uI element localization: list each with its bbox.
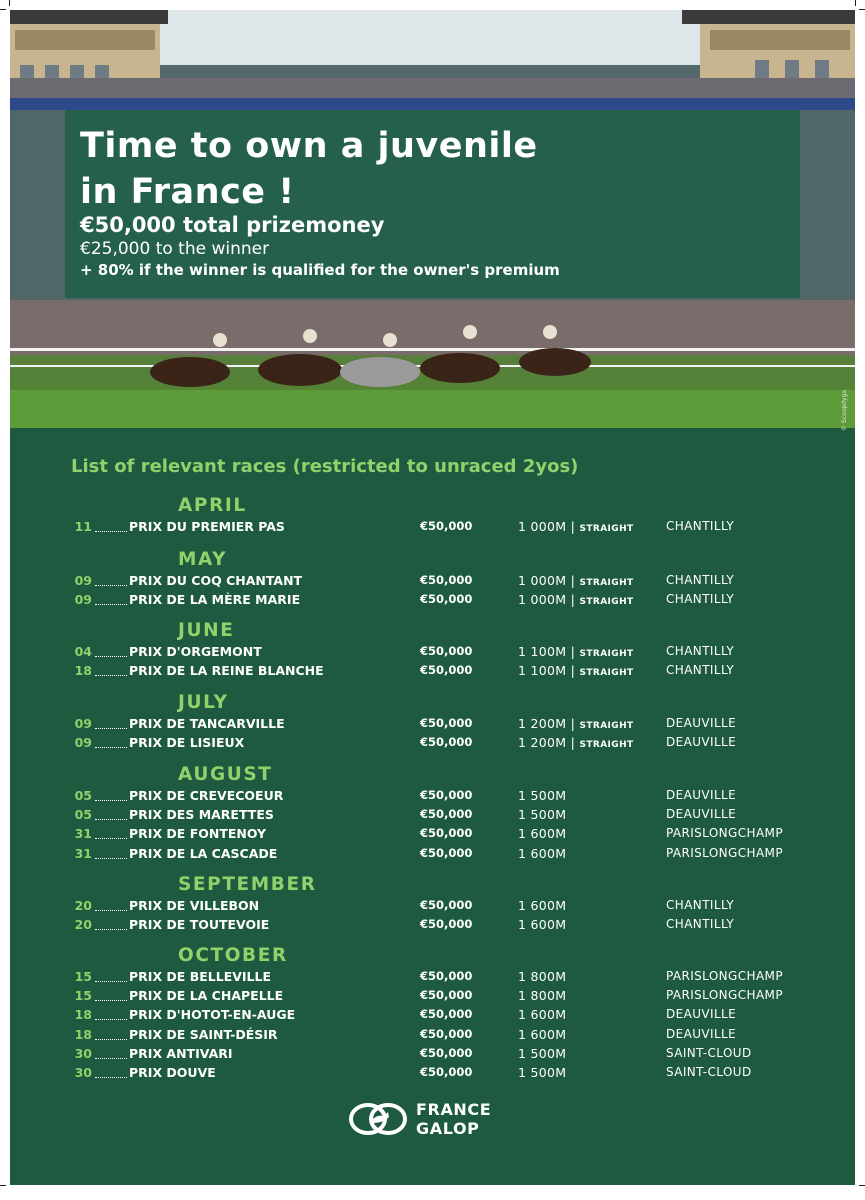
headline-line-1: Time to own a juvenile bbox=[80, 126, 538, 166]
race-venue: CHANTILLY bbox=[666, 898, 735, 912]
race-distance: 1 500M bbox=[518, 1065, 567, 1080]
race-prize: €50,000 bbox=[420, 898, 473, 912]
race-day: 30 bbox=[74, 1065, 92, 1080]
dotted-leader bbox=[95, 747, 127, 748]
race-name: PRIX DE FONTENOY bbox=[129, 826, 267, 842]
race-venue: PARISLONGCHAMP bbox=[666, 969, 783, 983]
race-day: 09 bbox=[74, 735, 92, 751]
race-distance-cell bbox=[518, 1046, 566, 1061]
race-distance: 1 200M bbox=[518, 735, 567, 751]
race-venue: DEAUVILLE bbox=[666, 807, 737, 822]
race-row bbox=[10, 716, 855, 734]
crop-mark bbox=[859, 9, 865, 10]
logo-line-1: FRANCE bbox=[416, 1100, 492, 1119]
race-distance-cell: 1 100M | STRAIGHT bbox=[518, 663, 634, 679]
dotted-leader bbox=[95, 858, 127, 859]
race-row bbox=[10, 663, 855, 681]
crop-mark bbox=[9, 0, 10, 6]
race-prize: €50,000 bbox=[420, 644, 473, 658]
race-row bbox=[10, 735, 855, 753]
race-distance-cell bbox=[518, 917, 566, 932]
race-distance-cell bbox=[518, 1027, 566, 1042]
race-distance: 1 600M bbox=[518, 826, 567, 842]
race-row bbox=[10, 826, 855, 844]
race-row bbox=[10, 917, 855, 935]
race-distance: 1 100M bbox=[518, 663, 567, 679]
race-row bbox=[10, 573, 855, 591]
race-name: PRIX D'HOTOT-EN-AUGE bbox=[129, 1007, 296, 1023]
dotted-leader bbox=[95, 981, 127, 982]
race-prize: €50,000 bbox=[420, 1065, 473, 1079]
race-name: PRIX DE SAINT-DÉSIR bbox=[129, 1026, 278, 1042]
race-name: PRIX DE LISIEUX bbox=[129, 735, 245, 751]
race-row bbox=[10, 1007, 855, 1025]
race-name: PRIX DE LA MÈRE MARIE bbox=[129, 592, 301, 608]
race-distance-cell bbox=[518, 788, 566, 803]
dotted-leader bbox=[95, 585, 127, 586]
race-day: 18 bbox=[74, 663, 92, 679]
race-prize: €50,000 bbox=[420, 988, 473, 1003]
race-distance: 1 800M bbox=[518, 988, 567, 1004]
prize-winner: €25,000 to the winner bbox=[80, 239, 270, 259]
race-row bbox=[10, 519, 855, 537]
race-name: PRIX DE VILLEBON bbox=[129, 898, 260, 913]
race-distance: 1 000M bbox=[518, 573, 567, 588]
race-day: 18 bbox=[74, 1007, 92, 1023]
photo-credit: © Scoopdyga bbox=[841, 390, 848, 432]
france-galop-logo bbox=[348, 1099, 528, 1141]
dotted-leader bbox=[95, 656, 127, 657]
race-venue: PARISLONGCHAMP bbox=[666, 845, 783, 860]
race-venue: DEAUVILLE bbox=[666, 735, 737, 750]
race-row bbox=[10, 807, 855, 825]
race-distance: 1 500M bbox=[518, 807, 567, 823]
race-straight: STRAIGHT bbox=[579, 721, 634, 731]
race-prize: €50,000 bbox=[420, 663, 473, 678]
dotted-leader bbox=[95, 531, 127, 532]
race-name: PRIX DE CREVECOEUR bbox=[129, 788, 284, 803]
horse-rider-logo-icon bbox=[348, 1102, 408, 1136]
race-row bbox=[10, 1065, 855, 1083]
race-venue: SAINT-CLOUD bbox=[666, 1065, 752, 1079]
race-day: 09 bbox=[74, 573, 92, 588]
race-straight: STRAIGHT bbox=[579, 740, 634, 751]
race-distance-cell bbox=[518, 898, 566, 913]
month-heading: OCTOBER bbox=[178, 945, 288, 966]
race-day: 18 bbox=[74, 1026, 92, 1042]
race-venue: DEAUVILLE bbox=[666, 1007, 737, 1022]
race-name: PRIX DU PREMIER PAS bbox=[129, 519, 285, 534]
race-prize: €50,000 bbox=[420, 917, 473, 932]
race-name: PRIX DE TANCARVILLE bbox=[129, 716, 285, 731]
race-distance-cell bbox=[518, 846, 566, 861]
race-day: 09 bbox=[74, 716, 92, 731]
race-name: PRIX DE LA CHAPELLE bbox=[129, 988, 284, 1004]
race-distance-cell bbox=[518, 1007, 566, 1022]
race-straight: STRAIGHT bbox=[579, 524, 634, 534]
crop-mark bbox=[0, 9, 6, 10]
race-day: 15 bbox=[74, 969, 92, 984]
crop-mark bbox=[855, 0, 856, 6]
race-prize: €50,000 bbox=[420, 592, 473, 607]
dotted-leader bbox=[95, 1019, 127, 1020]
dotted-leader bbox=[95, 838, 127, 839]
race-venue: PARISLONGCHAMP bbox=[666, 826, 783, 841]
month-heading: MAY bbox=[178, 549, 228, 570]
race-name: PRIX DE BELLEVILLE bbox=[129, 969, 272, 984]
race-venue: CHANTILLY bbox=[666, 573, 735, 587]
dotted-leader bbox=[95, 929, 127, 930]
race-name: PRIX DE LA CASCADE bbox=[129, 845, 278, 861]
race-prize: €50,000 bbox=[420, 1007, 473, 1022]
race-row bbox=[10, 592, 855, 610]
race-name: PRIX DE LA REINE BLANCHE bbox=[129, 663, 324, 679]
dotted-leader bbox=[95, 800, 127, 801]
logo-text bbox=[416, 1100, 491, 1138]
race-row bbox=[10, 1046, 855, 1064]
dotted-leader bbox=[95, 604, 127, 605]
race-distance: 1 600M bbox=[518, 1007, 567, 1023]
race-distance: 1 600M bbox=[518, 1026, 567, 1042]
race-name: PRIX DE TOUTEVOIE bbox=[129, 917, 270, 933]
race-day: 15 bbox=[74, 988, 92, 1004]
race-name: PRIX D'ORGEMONT bbox=[129, 644, 262, 659]
race-distance-cell bbox=[518, 988, 566, 1003]
race-distance-cell bbox=[518, 826, 566, 841]
race-distance-cell: 1 200M | STRAIGHT bbox=[518, 735, 634, 751]
crop-mark bbox=[859, 1185, 865, 1186]
race-row bbox=[10, 788, 855, 806]
dotted-leader bbox=[95, 1058, 127, 1059]
race-distance-cell: 1 200M | STRAIGHT bbox=[518, 716, 634, 731]
month-heading: JULY bbox=[178, 692, 229, 713]
race-distance-cell: 1 000M | STRAIGHT bbox=[518, 573, 634, 588]
race-row bbox=[10, 1027, 855, 1045]
race-distance: 1 600M bbox=[518, 917, 567, 933]
race-venue: PARISLONGCHAMP bbox=[666, 988, 783, 1003]
dotted-leader bbox=[95, 1000, 127, 1001]
poster bbox=[10, 10, 855, 1185]
logo-line-2: GALOP bbox=[416, 1119, 480, 1138]
race-prize: €50,000 bbox=[420, 735, 473, 750]
race-row bbox=[10, 969, 855, 987]
race-prize: €50,000 bbox=[420, 573, 473, 587]
race-prize: €50,000 bbox=[420, 519, 473, 533]
race-prize: €50,000 bbox=[420, 1045, 473, 1060]
race-day: 11 bbox=[74, 519, 92, 534]
prize-total: €50,000 total prizemoney bbox=[80, 213, 385, 237]
race-distance-cell: 1 000M | STRAIGHT bbox=[518, 592, 634, 608]
race-distance: 1 200M bbox=[518, 716, 567, 731]
dotted-leader bbox=[95, 1077, 127, 1078]
race-prize: €50,000 bbox=[420, 807, 473, 822]
race-prize: €50,000 bbox=[420, 826, 473, 841]
race-distance-cell: 1 100M | STRAIGHT bbox=[518, 644, 634, 659]
race-name: PRIX DES MARETTES bbox=[129, 807, 274, 823]
race-day: 05 bbox=[74, 807, 92, 823]
race-venue: CHANTILLY bbox=[666, 663, 735, 678]
race-venue: CHANTILLY bbox=[666, 644, 735, 658]
list-title: List of relevant races (restricted to unraced 2yos) bbox=[71, 456, 579, 477]
race-day: 30 bbox=[74, 1045, 92, 1061]
race-day: 31 bbox=[74, 845, 92, 861]
dotted-leader bbox=[95, 1039, 127, 1040]
month-heading: AUGUST bbox=[178, 764, 273, 785]
race-distance-cell bbox=[518, 969, 566, 984]
race-prize: €50,000 bbox=[420, 845, 473, 860]
race-day: 04 bbox=[74, 644, 92, 659]
race-distance-cell bbox=[518, 1065, 566, 1080]
race-straight: STRAIGHT bbox=[579, 668, 634, 679]
crop-mark bbox=[0, 1185, 6, 1186]
race-venue: CHANTILLY bbox=[666, 519, 735, 533]
race-distance: 1 000M bbox=[518, 592, 567, 608]
race-venue: SAINT-CLOUD bbox=[666, 1045, 752, 1060]
race-straight: STRAIGHT bbox=[579, 649, 634, 659]
race-row bbox=[10, 644, 855, 662]
dotted-leader bbox=[95, 910, 127, 911]
race-prize: €50,000 bbox=[420, 1026, 473, 1041]
headline-line-2: in France ! bbox=[80, 172, 295, 212]
race-distance-cell: 1 000M | STRAIGHT bbox=[518, 519, 634, 534]
month-heading: JUNE bbox=[178, 620, 235, 641]
race-day: 31 bbox=[74, 826, 92, 842]
race-straight: STRAIGHT bbox=[579, 597, 634, 608]
race-venue: CHANTILLY bbox=[666, 917, 735, 932]
race-prize: €50,000 bbox=[420, 788, 473, 802]
dotted-leader bbox=[95, 819, 127, 820]
race-venue: CHANTILLY bbox=[666, 592, 735, 607]
dotted-leader bbox=[95, 675, 127, 676]
race-distance: 1 500M bbox=[518, 1045, 567, 1061]
race-day: 20 bbox=[74, 917, 92, 933]
race-straight: STRAIGHT bbox=[579, 578, 634, 588]
race-distance: 1 000M bbox=[518, 519, 567, 534]
race-name: PRIX DOUVE bbox=[129, 1065, 216, 1080]
race-day: 09 bbox=[74, 592, 92, 608]
race-prize: €50,000 bbox=[420, 716, 473, 730]
race-venue: DEAUVILLE bbox=[666, 716, 737, 730]
race-day: 05 bbox=[74, 788, 92, 803]
race-day: 20 bbox=[74, 898, 92, 913]
race-distance: 1 500M bbox=[518, 788, 567, 803]
race-distance: 1 600M bbox=[518, 845, 567, 861]
race-name: PRIX DU COQ CHANTANT bbox=[129, 573, 303, 588]
headline bbox=[80, 123, 538, 215]
race-row bbox=[10, 846, 855, 864]
race-venue: DEAUVILLE bbox=[666, 1026, 737, 1041]
race-row bbox=[10, 988, 855, 1006]
race-row bbox=[10, 898, 855, 916]
race-distance: 1 800M bbox=[518, 969, 567, 984]
race-prize: €50,000 bbox=[420, 969, 473, 983]
race-distance: 1 600M bbox=[518, 898, 567, 913]
dotted-leader bbox=[95, 728, 127, 729]
race-name: PRIX ANTIVARI bbox=[129, 1045, 233, 1061]
month-heading: APRIL bbox=[178, 495, 247, 516]
race-venue: DEAUVILLE bbox=[666, 788, 737, 802]
race-distance-cell bbox=[518, 807, 566, 822]
race-distance: 1 100M bbox=[518, 644, 567, 659]
month-heading: SEPTEMBER bbox=[178, 874, 317, 895]
prize-bonus: + 80% if the winner is qualified for the owner's premium bbox=[80, 261, 560, 279]
